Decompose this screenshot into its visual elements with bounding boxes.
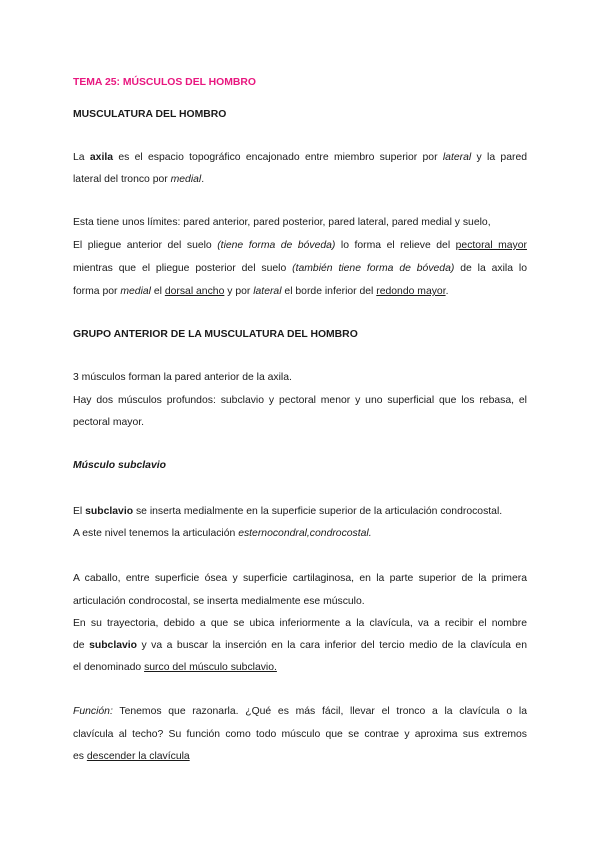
paragraph-caballo-line-1: A caballo, entre superficie ósea y superficie cartilaginosa, en la parte superior de la primera (73, 573, 527, 584)
label-funcion: Función: (73, 706, 113, 717)
paragraph-axila-line-1: La axila es el espacio topográfico encajonado entre miembro superior por lateral y la pared (73, 152, 527, 163)
paragraph-musculos-line-3: pectoral mayor. (73, 417, 145, 428)
subheading-musculo-subclavio: Músculo subclavio (73, 460, 166, 471)
term-redondo-mayor: redondo mayor (376, 286, 446, 297)
paragraph-funcion-line-3: es descender la clavícula (73, 751, 190, 762)
paragraph-caballo-line-5: el denominado surco del músculo subclavio. (73, 662, 277, 673)
paragraph-subclavio-line-1: El subclavio se inserta medialmente en la superficie superior de la articulación condrocostal. (73, 506, 503, 517)
section-heading-musculatura: MUSCULATURA DEL HOMBRO (73, 109, 227, 120)
paragraph-funcion-line-2: clavícula al techo? Su función como todo músculo que se contrae y aproxima sus extremos (73, 729, 527, 740)
document-title: TEMA 25: MÚSCULOS DEL HOMBRO (73, 77, 256, 88)
term-subclavio-2: subclavio (89, 640, 137, 651)
term-subclavio: subclavio (85, 506, 134, 517)
term-surco-subclavio: surco del músculo subclavio. (144, 662, 277, 673)
paragraph-limites-line-2: El pliegue anterior del suelo (tiene forma de bóveda) lo forma el relieve del pectoral mayor (73, 240, 527, 251)
paragraph-limites-line-3: mientras que el pliegue posterior del suelo (también tiene forma de bóveda) de la axila lo (73, 263, 527, 274)
paragraph-axila-line-2: lateral del tronco por medial. (73, 174, 205, 185)
paragraph-limites-line-1: Esta tiene unos límites: pared anterior, pared posterior, pared lateral, pared medial y suelo, (73, 217, 491, 228)
term-pectoral-mayor: pectoral mayor (455, 240, 527, 251)
paragraph-musculos-line-1: 3 músculos forman la pared anterior de la axila. (73, 372, 292, 383)
paragraph-subclavio-line-2: A este nivel tenemos la articulación esternocondral,condrocostal. (73, 528, 372, 539)
paragraph-musculos-line-2: Hay dos músculos profundos: subclavio y pectoral menor y uno superficial que los rebasa, el (73, 395, 527, 406)
paragraph-funcion-line-1: Función: Tenemos que razonarla. ¿Qué es más fácil, llevar el tronco a la clavícula o la (73, 706, 527, 717)
paragraph-caballo-line-3: En su trayectoria, debido a que se ubica inferiormente a la clavícula, va a recibir el nombre (73, 618, 527, 629)
section-heading-grupo-anterior: GRUPO ANTERIOR DE LA MUSCULATURA DEL HOMBRO (73, 329, 358, 340)
term-axila: axila (89, 152, 114, 163)
term-descender-clavicula: descender la clavícula (86, 751, 190, 762)
paragraph-caballo-line-4: de subclavio y va a buscar la inserción en la cara inferior del tercio medio de la clavícula en (73, 640, 527, 651)
paragraph-caballo-line-2: articulación condrocostal, se inserta medialmente ese músculo. (73, 596, 365, 607)
term-dorsal-ancho: dorsal ancho (164, 286, 225, 297)
paragraph-limites-line-4: forma por medial el dorsal ancho y por lateral el borde inferior del redondo mayor. (73, 286, 449, 297)
